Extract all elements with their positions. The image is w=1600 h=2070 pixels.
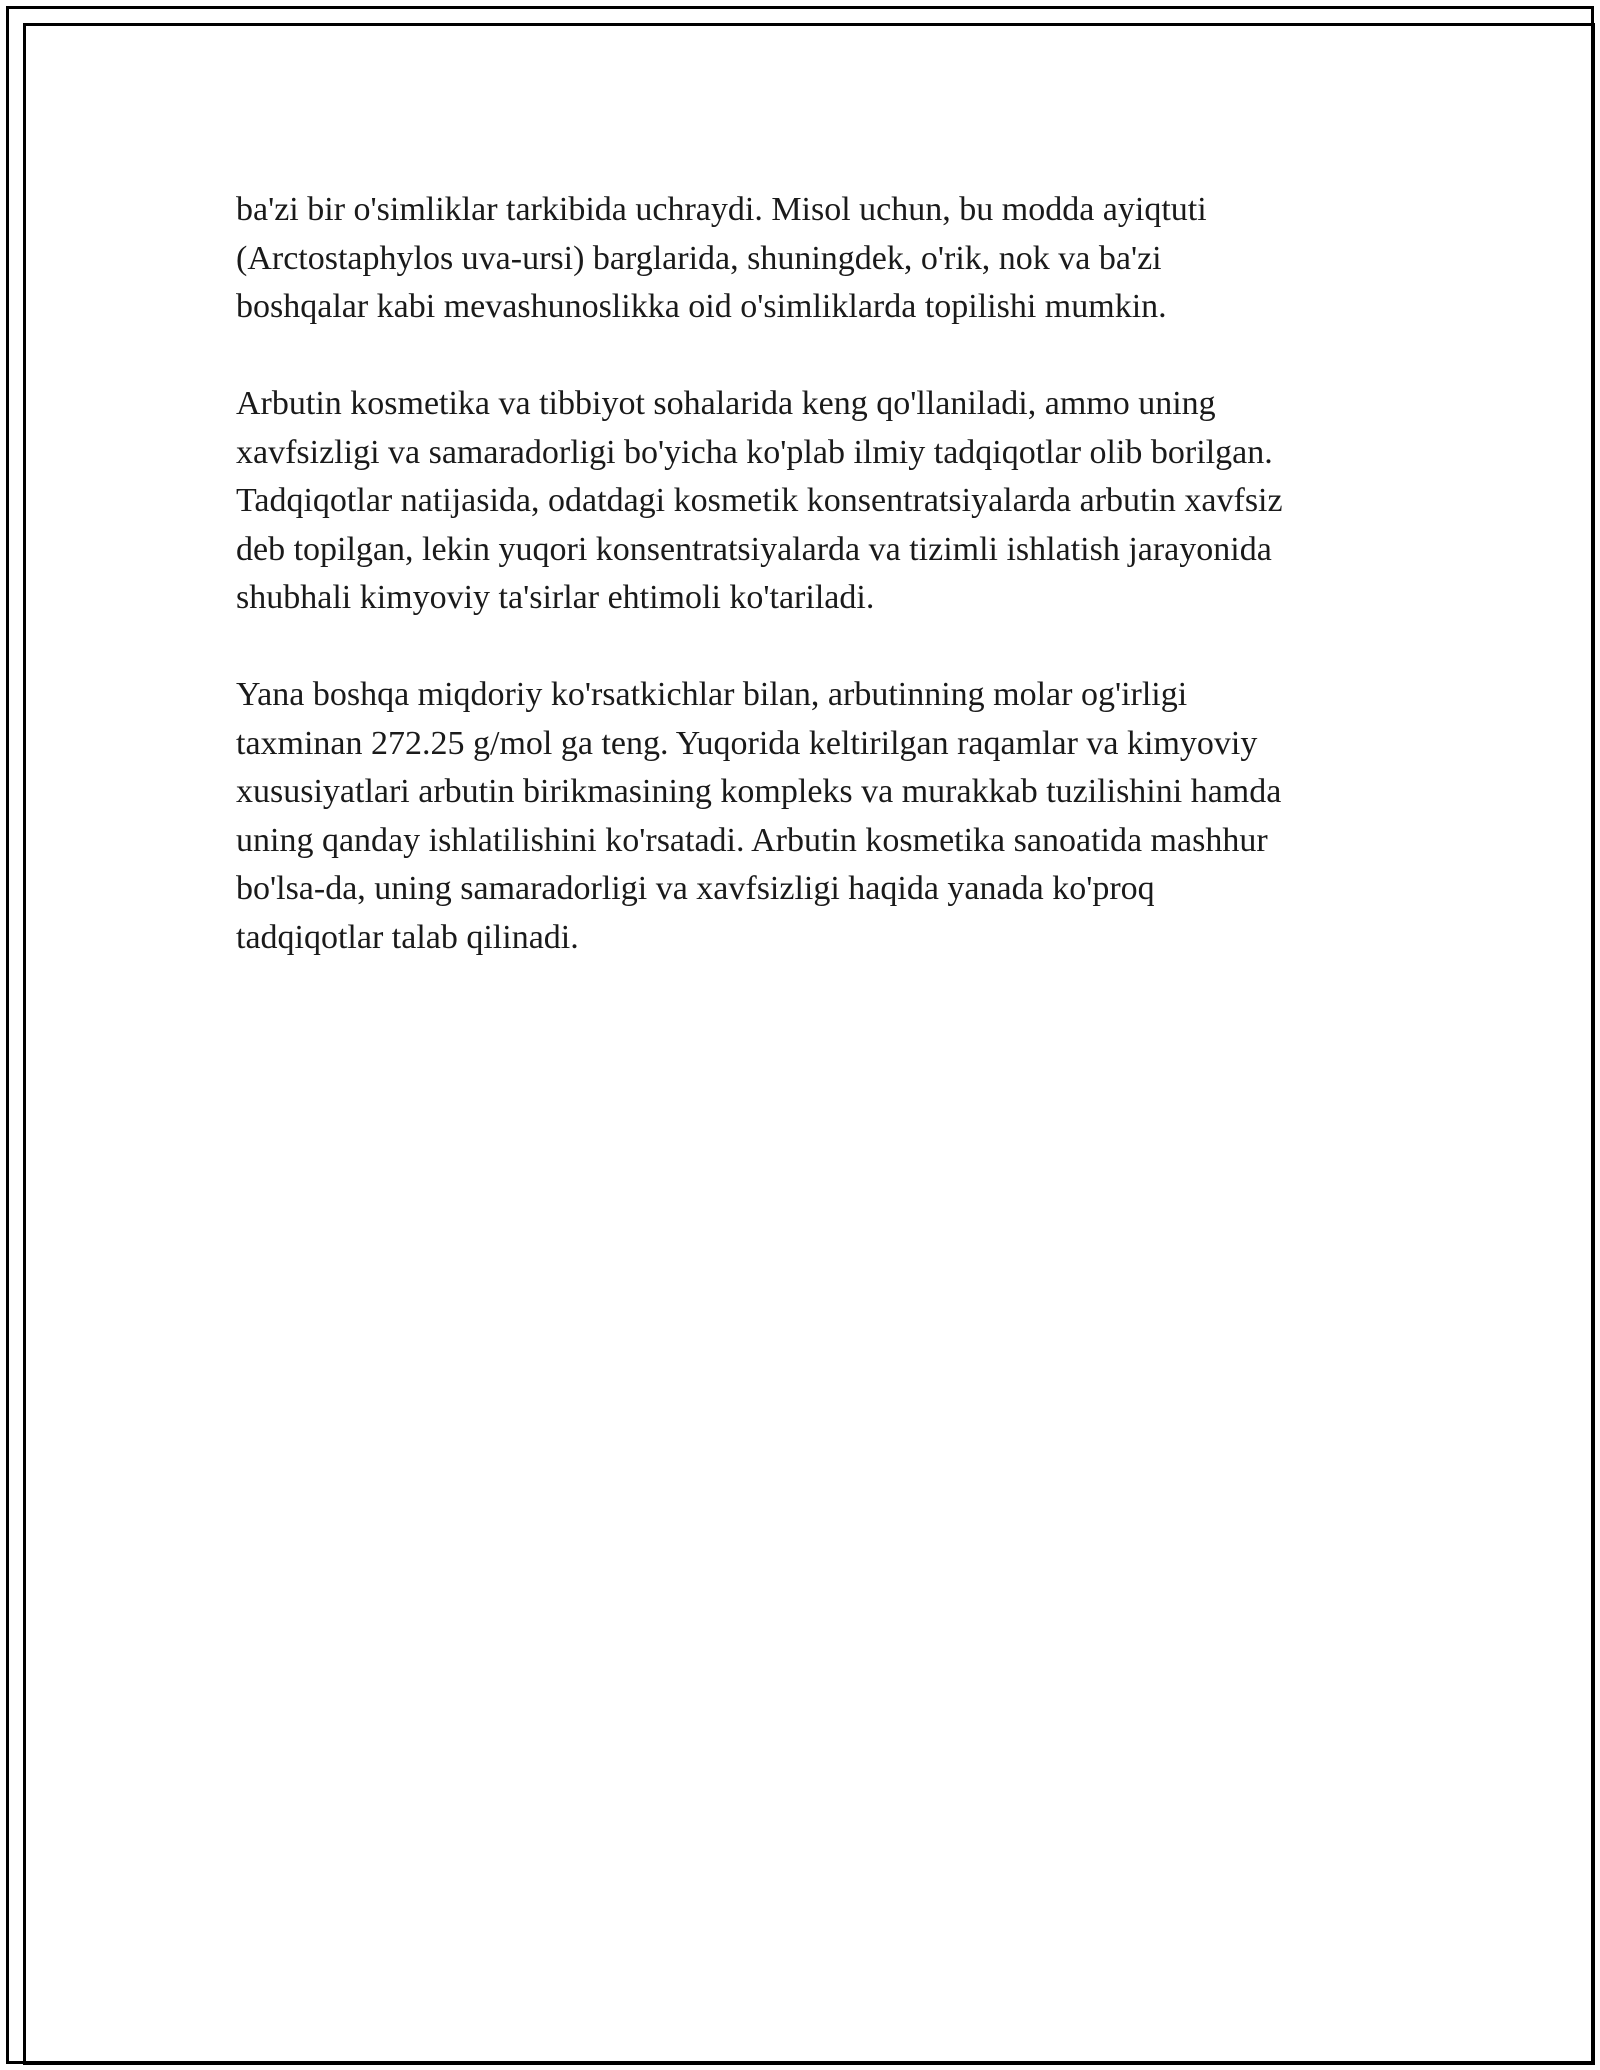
text-line: (Arctostaphylos uva-ursi) barglarida, shuningdek, o'rik, nok va ba'zi (236, 239, 1162, 277)
text-line: boshqalar kabi mevashunoslikka oid o'simliklarda topilishi mumkin. (236, 288, 1167, 325)
paragraph-1 (236, 186, 1416, 332)
text-line: deb topilgan, lekin yuqori konsentratsiyalarda va tizimli ishlatish jarayonida (236, 530, 1272, 568)
paragraph-3 (236, 671, 1416, 962)
text-line: xavfsizligi va samaradorligi bo'yicha ko'plab ilmiy tadqiqotlar olib borilgan. (236, 433, 1273, 471)
text-line: Tadqiqotlar natijasida, odatdagi kosmetik konsentratsiyalarda arbutin xavfsiz (236, 482, 1283, 519)
text-line: Yana boshqa miqdoriy ko'rsatkichlar bilan, arbutinning molar og'irligi (236, 676, 1188, 713)
text-line: taxminan 272.25 g/mol ga teng. Yuqorida keltirilgan raqamlar va kimyoviy (236, 724, 1258, 762)
document-body (236, 186, 1416, 1011)
paragraph-2 (236, 380, 1416, 623)
text-line: shubhali kimyoviy ta'sirlar ehtimoli ko'tariladi. (236, 579, 875, 616)
text-line: ba'zi bir o'simliklar tarkibida uchraydi. Misol uchun, bu modda ayiqtuti (236, 191, 1207, 228)
text-line: tadqiqotlar talab qilinadi. (236, 918, 579, 956)
text-line: bo'lsa-da, uning samaradorligi va xavfsizligi haqida yanada ko'proq (236, 870, 1155, 907)
text-line: Arbutin kosmetika va tibbiyot sohalarida keng qo'llaniladi, ammo uning (236, 385, 1216, 422)
text-line: xususiyatlari arbutin birikmasining kompleks va murakkab tuzilishini hamda (236, 773, 1282, 810)
text-line: uning qanday ishlatilishini ko'rsatadi. Arbutin kosmetika sanoatida mashhur (236, 821, 1268, 859)
